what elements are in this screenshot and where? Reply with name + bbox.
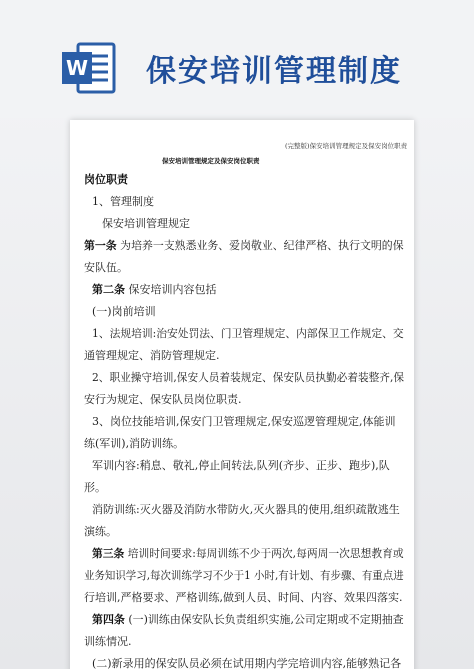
svg-text:W: W <box>65 56 89 80</box>
body-line: 练(军训),消防训练。 <box>84 437 185 450</box>
body-line: 第四条 (一)训练由保安队长负责组织实施,公司定期或不定期抽查 <box>92 613 404 626</box>
body-line: 消防训练:灭火器及消防水带防火,灭火器具的使用,组织疏散逃生 <box>92 503 400 516</box>
body-line: 保安培训管理规定 <box>102 217 190 230</box>
article-number: 第二条 <box>92 283 125 296</box>
body-line: 3、岗位技能培训,保安门卫管理规定,保安巡逻管理规定,体能训 <box>92 415 396 428</box>
article-number: 第一条 <box>84 239 117 252</box>
body-line: 第一条 为培养一支熟悉业务、爱岗敬业、纪律严格、执行文明的保 <box>84 239 404 252</box>
body-line: (二)新录用的保安队员必须在试用期内学完培训内容,能够熟记各 <box>92 657 402 669</box>
body-line: 安行为规定、保安队员岗位职责. <box>84 393 242 406</box>
body-line: 2、职业操守培训,保安人员着装规定、保安队员执勤必着装整齐,保 <box>92 371 405 384</box>
body-line: 安队伍。 <box>84 261 128 274</box>
word-document-icon <box>60 38 118 98</box>
document-subtitle: 保安培训管理规定及保安岗位职责 <box>162 157 260 165</box>
body-line: 1、法规培训:治安处罚法、门卫管理规定、内部保卫工作规定、交 <box>92 327 404 340</box>
body-line: 通管理规定、消防管理规定. <box>84 349 220 362</box>
banner <box>0 0 474 118</box>
section-title: 岗位职责 <box>84 173 128 186</box>
body-line: 1、管理制度 <box>92 195 154 208</box>
body-line: 形。 <box>84 481 106 494</box>
body-line: 演练。 <box>84 525 117 538</box>
document-header: (完整版)保安培训管理规定及保安岗位职责 <box>285 142 408 150</box>
body-line: 业务知识学习,每次训练学习不少于1 小时,有计划、有步骤、有重点进 <box>84 569 404 582</box>
document-page <box>70 120 414 669</box>
article-number: 第三条 <box>92 547 125 560</box>
body-line: 训练情况. <box>84 635 132 648</box>
body-line: 第三条 培训时间要求:每周训练不少于两次,每两周一次思想教育或 <box>92 547 404 560</box>
body-line: 第二条 保安培训内容包括 <box>92 283 217 296</box>
article-number: 第四条 <box>92 613 125 626</box>
body-line: (一)岗前培训 <box>92 305 156 318</box>
body-line: 军训内容:稍息、敬礼,停止间转法,队列(齐步、正步、跑步),队 <box>92 459 390 472</box>
banner-title: 保安培训管理制度 <box>146 54 402 89</box>
body-line: 行培训,严格要求、严格训练,做到人员、时间、内容、效果四落实. <box>84 591 403 604</box>
